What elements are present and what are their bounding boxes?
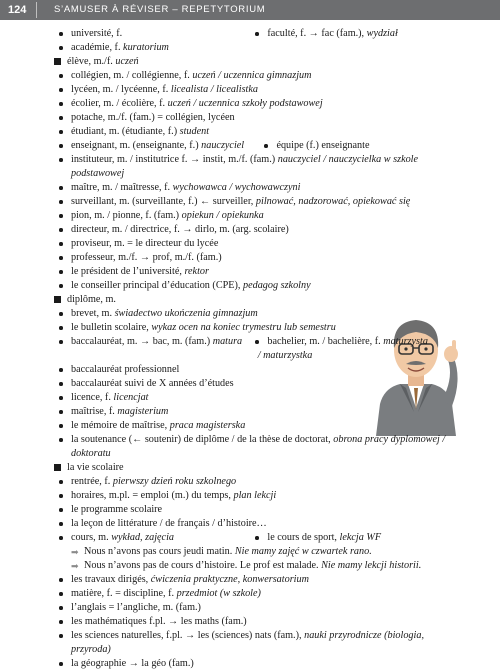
list-item: rentrée, f. pierwszy dzień roku szkolnego xyxy=(52,475,452,489)
header-divider xyxy=(36,2,37,18)
list-item: enseignant, m. (enseignante, f.) nauczyciel équipe (f.) enseignante xyxy=(52,139,452,153)
list-item: brevet, m. świadectwo ukończenia gimnazjum xyxy=(52,307,452,321)
arrow-bullet-icon: ➡ xyxy=(71,561,79,571)
list-item: le conseiller principal d’éducation (CPE), pedagog szkolny xyxy=(52,279,452,293)
section-heading: élève, m./f. uczeń xyxy=(52,55,452,69)
list-item-continuation: / maturzystka xyxy=(257,350,313,361)
section-heading: la vie scolaire xyxy=(52,461,452,475)
list-item: directeur, m. / directrice, f. → dirlo, m. (arg. scolaire) xyxy=(52,223,452,237)
list-item: proviseur, m. = le directeur du lycée xyxy=(52,237,452,251)
list-item: les sciences naturelles, f.pl. → les (sciences) nats (fam.), nauki przyrodnicze (biologia, przyroda) xyxy=(52,629,452,657)
list-item: collégien, m. / collégienne, f. uczeń / uczennica gimnazjum xyxy=(52,69,452,83)
list-item: les mathématiques f.pl. → les maths (fam.) xyxy=(52,615,452,629)
list-item: surveillant, m. (surveillante, f.) ← surveiller, pilnować, nadzorować, opiekować się xyxy=(52,195,452,209)
list-item-continuation: doktoratu xyxy=(71,448,111,459)
list-item: la soutenance (← soutenir) de diplôme / de la thèse de doctorat, obrona pracy dyplomowej / xyxy=(52,433,452,447)
list-item: professeur, m./f. → prof, m./f. (fam.) xyxy=(52,251,452,265)
list-item: le programme scolaire xyxy=(52,503,452,517)
list-item: les travaux dirigés, ćwiczenia praktyczne, konwersatorium xyxy=(52,573,452,587)
list-item: lycéen, m. / lycéenne, f. licealista / licealistka xyxy=(52,83,452,97)
list-item: la leçon de littérature / de français / d’histoire… xyxy=(52,517,452,531)
list-item: étudiant, m. (étudiante, f.) student xyxy=(52,125,452,139)
list-item: académie, f. kuratorium xyxy=(52,41,452,55)
list-item: maîtrise, f. magisterium xyxy=(52,405,452,419)
list-item: université, f. faculté, f. → fac (fam.), wydział xyxy=(52,27,452,41)
example-sentence: ➡ Nous n’avons pas de cours d’histoire. Le prof est malade. Nie mamy lekcji historii. xyxy=(71,560,422,571)
list-item: licence, f. licencjat xyxy=(52,391,452,405)
list-item: matière, f. = discipline, f. przedmiot (w szkole) xyxy=(52,587,452,601)
section-heading: diplôme, m. xyxy=(52,293,452,307)
arrow-bullet-icon: ➡ xyxy=(71,547,79,557)
example-sentence: ➡ Nous n’avons pas cours jeudi matin. Nie mamy zajęć w czwartek rano. xyxy=(71,546,372,557)
running-title: S’AMUSER À RÉVISER – REPETYTORIUM xyxy=(54,4,266,15)
vocabulary-list xyxy=(52,27,452,671)
list-item: pion, m. / pionne, f. (fam.) opiekun / opiekunka xyxy=(52,209,452,223)
list-item: cours, m. wykład, zajęcia le cours de sport, lekcja WF xyxy=(52,531,452,545)
list-item: le mémoire de maîtrise, praca magisterska xyxy=(52,419,452,433)
list-item: baccalauréat, m. → bac, m. (fam.) matura bachelier, m. / bachelière, f. maturzysta xyxy=(52,335,452,349)
list-item-continuation: podstawowej xyxy=(71,168,125,179)
list-item: l’anglais = l’angliche, m. (fam.) xyxy=(52,601,452,615)
page-number: 124 xyxy=(8,4,27,16)
list-item: le président de l’université, rektor xyxy=(52,265,452,279)
list-item: instituteur, m. / institutrice f. → instit, m./f. (fam.) nauczyciel / nauczycielka w szkole xyxy=(52,153,452,167)
list-item: baccalauréat professionnel xyxy=(52,363,452,377)
page-header xyxy=(0,0,500,20)
list-item: potache, m./f. (fam.) = collégien, lycéen xyxy=(52,111,452,125)
list-item: la géographie → la géo (fam.) xyxy=(52,657,452,671)
list-item: baccalauréat suivi de X années d’études xyxy=(52,377,452,391)
list-item: écolier, m. / écolière, f. uczeń / uczennica szkoły podstawowej xyxy=(52,97,452,111)
list-item: maître, m. / maîtresse, f. wychowawca / wychowawczyni xyxy=(52,181,452,195)
list-item: le bulletin scolaire, wykaz ocen na koniec trymestru lub semestru xyxy=(52,321,452,335)
list-item: horaires, m.pl. = emploi (m.) du temps, plan lekcji xyxy=(52,489,452,503)
